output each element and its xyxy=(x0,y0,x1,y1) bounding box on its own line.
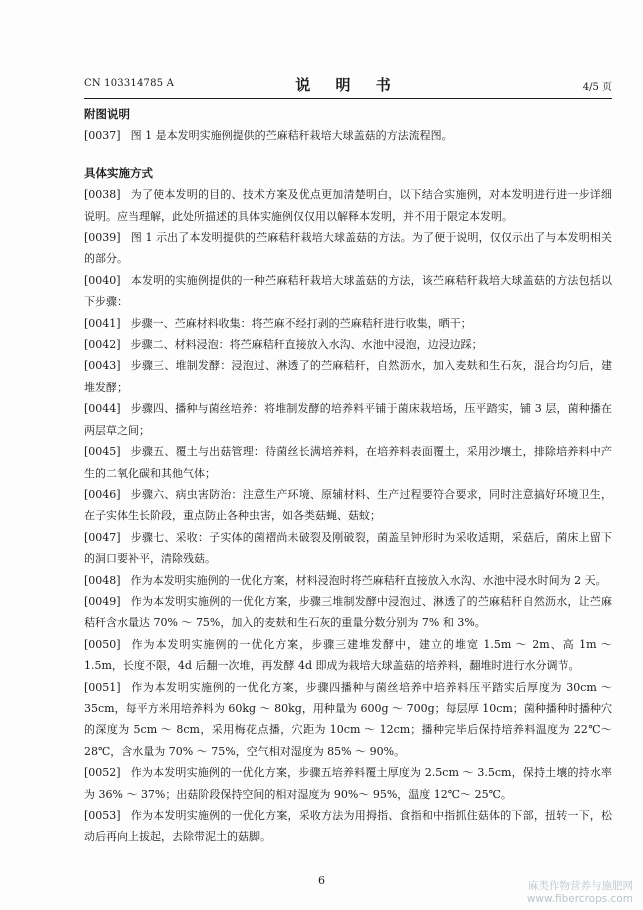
site-watermark xyxy=(527,880,633,906)
paragraph-text: 作为本发明实施例的一优化方案，材料浸泡时将苎麻秸秆直接放入水沟、水池中浸水时间为 2 天。 xyxy=(130,573,607,587)
paragraph-number: [0049] xyxy=(84,594,121,608)
page-label: 4/5 页 xyxy=(582,82,612,93)
paragraph-text: 步骤三、堆制发酵：浸泡过、淋透了的苎麻秸秆，自然沥水，加入麦麸和生石灰，混合均匀后，建堆发酵； xyxy=(84,359,612,394)
paragraph-number: [0052] xyxy=(84,766,121,780)
paragraph-number: [0041] xyxy=(84,316,121,330)
page-header xyxy=(84,74,612,96)
paragraph-text: 图 1 是本发明实施例提供的苎麻秸秆栽培大球盖菇的方法流程图。 xyxy=(130,129,453,143)
paragraph xyxy=(84,355,612,398)
paragraph-number: [0051] xyxy=(84,680,121,694)
document-title: 说 明 书 xyxy=(295,76,401,94)
paragraph-number: [0050] xyxy=(84,637,121,651)
paragraph-text: 步骤七、采收：子实体的菌褶尚未破裂及刚破裂，菌盖呈钟形时为采收适期，采菇后，菌床上留下的洞口要补平，清除残菇。 xyxy=(84,530,612,566)
paragraph xyxy=(84,762,612,805)
header-rule xyxy=(84,98,612,99)
paragraph-number: [0045] xyxy=(84,445,121,459)
paragraph-number: [0047] xyxy=(84,530,121,544)
paragraph-text: 作为本发明实施例的一优化方案，步骤三建堆发酵中，建立的堆宽 1.5m ～ 2m、高 1m ～ 1.5m，长度不限，4d 后翻一次堆，再发酵 4d 即成为栽培大球盖菇的培养料，翻堆时进行水分调节。 xyxy=(84,637,612,673)
paragraph xyxy=(84,484,612,527)
paragraph xyxy=(84,570,612,591)
paragraph-text: 步骤一、苎麻材料收集：将苎麻不经打剥的苎麻秸秆进行收集，晒干； xyxy=(130,316,472,330)
paragraph-text: 作为本发明实施例的一优化方案，步骤四播种与菌丝培养中培养料压平踏实后厚度为 30cm ～ 35cm，每平方米用培养料为 60kg ～ 80kg，用种量为 600g ～ 700g；每层厚 10cm；菌种播种时播种穴的深度为 5cm ～ 8cm，采用梅花点播，穴距为 10cm ～ 12cm；播种完毕后保持培养料温度为 22℃～ 28℃，含水量为 70% ～ 75%，空气相对湿度为 85% ～ 90%。 xyxy=(84,680,612,758)
paragraph xyxy=(84,677,612,763)
paragraph-number: [0044] xyxy=(84,402,121,416)
paragraph-text: 作为本发明实施例的一优化方案，采收方法为用拇指、食指和中指抓住菇体的下部，扭转一下，松动后再向上拔起，去除带泥土的菇脚。 xyxy=(84,809,612,844)
paragraph xyxy=(84,634,612,677)
paragraph xyxy=(84,270,612,313)
paragraph-text: 图 1 示出了本发明提供的苎麻秸秆栽培大球盖菇的方法。为了便于说明，仅仅示出了与本发明相关的部分。 xyxy=(84,231,612,266)
section-heading: 附图说明 xyxy=(84,107,130,121)
paragraph xyxy=(84,313,612,334)
paragraph-text: 步骤五、覆土与出菇管理：待菌丝长满培养料，在培养料表面覆土，采用沙壤土，排除培养料中产生的二氧化碳和其他气体； xyxy=(84,445,612,480)
document-body xyxy=(84,104,612,848)
paragraph-text: 本发明的实施例提供的一种苎麻秸秆栽培大球盖菇的方法，该苎麻秸秆栽培大球盖菇的方法包括以下步骤： xyxy=(84,273,612,309)
paragraph-number: [0038] xyxy=(84,188,121,202)
patent-number: CN 103314785 A xyxy=(84,78,175,89)
paragraph-number: [0043] xyxy=(84,359,121,373)
paragraph-number: [0053] xyxy=(84,809,121,822)
paragraph-number: [0048] xyxy=(84,573,121,587)
paragraph-text: 作为本发明实施例的一优化方案，步骤五培养料覆土厚度为 2.5cm ～ 3.5cm，保持土壤的持水率为 36% ～ 37%；出菇阶段保持空间的相对湿度为 90%～ 95%，温度 12℃～ 25℃。 xyxy=(84,766,612,801)
paragraph xyxy=(84,591,612,634)
paragraph-text: 步骤六、病虫害防治：注意生产环境、原辅材料、生产过程要符合要求，同时注意搞好环境卫生，在子实体生长阶段，重点防止各种虫害，如各类菇蝇、菇蚊； xyxy=(84,487,612,523)
paragraph xyxy=(84,125,612,146)
paragraph-text: 步骤四、播种与菌丝培养：将堆制发酵的培养料平铺于菌床栽培场，压平踏实，铺 3 层，菌种播在两层草之间； xyxy=(84,402,612,437)
paragraph-text: 作为本发明实施例的一优化方案，步骤三堆制发酵中浸泡过、淋透了的苎麻秸秆自然沥水，让苎麻秸秆含水量达 70% ～ 75%，加入的麦麸和生石灰的重量分数分别为 7% 和 3%。 xyxy=(84,594,612,630)
paragraph xyxy=(84,227,612,270)
paragraph-number: [0037] xyxy=(84,129,121,143)
paragraph xyxy=(84,184,612,227)
paragraph-number: [0042] xyxy=(84,338,121,352)
paragraph-number: [0039] xyxy=(84,231,121,245)
paragraph xyxy=(84,805,612,848)
paragraph-number: [0046] xyxy=(84,487,121,501)
paragraph-text: 为了使本发明的目的、技术方案及优点更加清楚明白，以下结合实施例，对本发明进行进一步详细说明。应当理解，此处所描述的具体实施例仅仅用以解释本发明，并不用于限定本发明。 xyxy=(84,188,612,223)
paragraph xyxy=(84,398,612,441)
paragraph-text: 步骤二、材料浸泡：将苎麻秸秆直接放入水沟、水池中浸泡，边浸边踩； xyxy=(130,338,483,352)
section-heading: 具体实施方式 xyxy=(84,165,153,180)
paragraph xyxy=(84,334,612,355)
paragraph xyxy=(84,441,612,484)
watermark-site-name: 麻类作物营养与施肥网 xyxy=(528,880,633,892)
paragraph-number: [0040] xyxy=(84,273,121,287)
page-number: 6 xyxy=(318,874,325,887)
watermark-url: www.fibercrops.com xyxy=(526,893,633,905)
paragraph xyxy=(84,527,612,570)
